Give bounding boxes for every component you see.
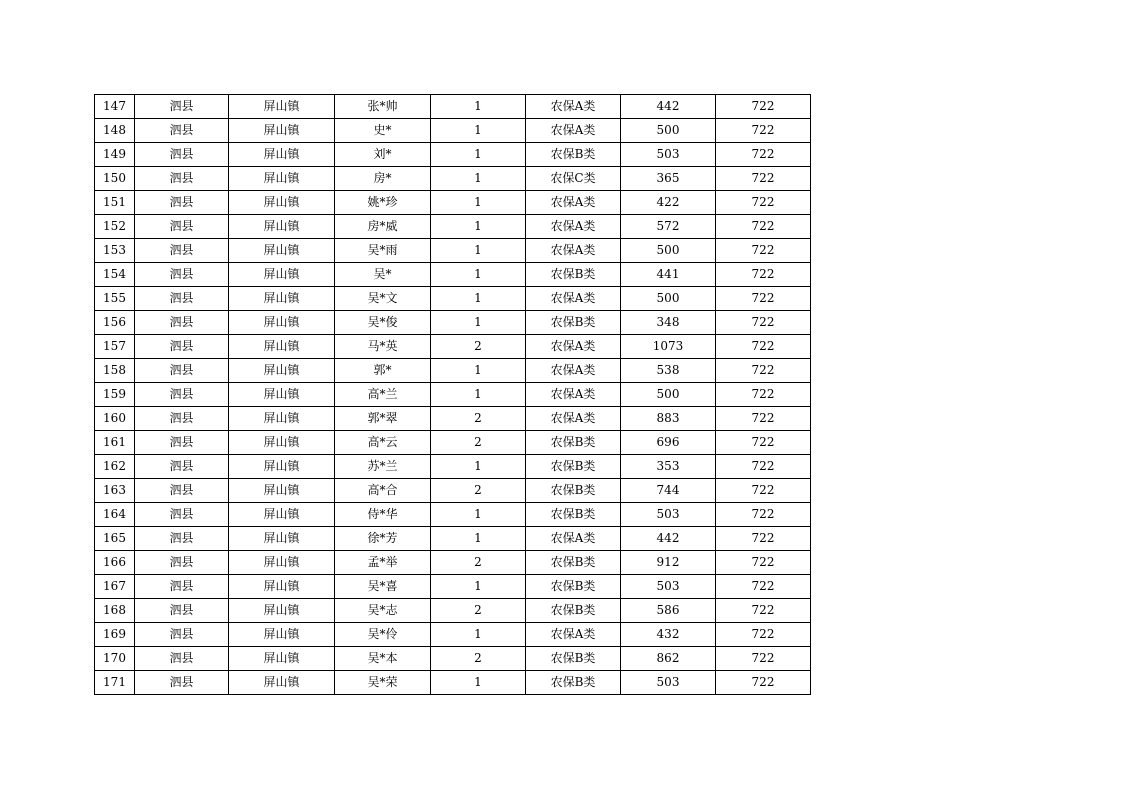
standard-cell: 722 (716, 359, 811, 383)
table-row (95, 527, 811, 551)
standard-cell: 722 (716, 647, 811, 671)
county-cell: 泗县 (135, 503, 229, 527)
insurance-type-cell: 农保C类 (526, 167, 621, 191)
row-number-cell: 154 (95, 263, 135, 287)
row-number-cell: 165 (95, 527, 135, 551)
row-number-cell: 148 (95, 119, 135, 143)
amount-cell: 500 (621, 383, 716, 407)
amount-cell: 500 (621, 287, 716, 311)
row-number-cell: 157 (95, 335, 135, 359)
county-cell: 泗县 (135, 647, 229, 671)
county-cell: 泗县 (135, 239, 229, 263)
household-size-cell: 1 (431, 575, 526, 599)
row-number-cell: 162 (95, 455, 135, 479)
row-number-cell: 156 (95, 311, 135, 335)
household-size-cell: 1 (431, 143, 526, 167)
table-row (95, 95, 811, 119)
insurance-type-cell: 农保B类 (526, 479, 621, 503)
insurance-type-cell: 农保A类 (526, 239, 621, 263)
amount-cell: 538 (621, 359, 716, 383)
name-cell: 马*英 (335, 335, 431, 359)
standard-cell: 722 (716, 671, 811, 695)
standard-cell: 722 (716, 311, 811, 335)
amount-cell: 883 (621, 407, 716, 431)
insurance-type-cell: 农保B类 (526, 599, 621, 623)
name-cell: 郭*翠 (335, 407, 431, 431)
county-cell: 泗县 (135, 455, 229, 479)
row-number-cell: 152 (95, 215, 135, 239)
amount-cell: 503 (621, 503, 716, 527)
amount-cell: 441 (621, 263, 716, 287)
table-row (95, 335, 811, 359)
standard-cell: 722 (716, 383, 811, 407)
name-cell: 吴* (335, 263, 431, 287)
table-row (95, 239, 811, 263)
household-size-cell: 2 (431, 647, 526, 671)
county-cell: 泗县 (135, 215, 229, 239)
standard-cell: 722 (716, 95, 811, 119)
name-cell: 高*云 (335, 431, 431, 455)
standard-cell: 722 (716, 119, 811, 143)
county-cell: 泗县 (135, 167, 229, 191)
name-cell: 吴*文 (335, 287, 431, 311)
town-cell: 屏山镇 (229, 143, 335, 167)
amount-cell: 572 (621, 215, 716, 239)
insurance-type-cell: 农保B类 (526, 503, 621, 527)
row-number-cell: 147 (95, 95, 135, 119)
town-cell: 屏山镇 (229, 575, 335, 599)
county-cell: 泗县 (135, 599, 229, 623)
row-number-cell: 149 (95, 143, 135, 167)
county-cell: 泗县 (135, 359, 229, 383)
county-cell: 泗县 (135, 407, 229, 431)
town-cell: 屏山镇 (229, 263, 335, 287)
table-row (95, 503, 811, 527)
amount-cell: 348 (621, 311, 716, 335)
name-cell: 吴*伶 (335, 623, 431, 647)
name-cell: 吴*雨 (335, 239, 431, 263)
county-cell: 泗县 (135, 527, 229, 551)
town-cell: 屏山镇 (229, 407, 335, 431)
insurance-type-cell: 农保A类 (526, 359, 621, 383)
insurance-type-cell: 农保B类 (526, 575, 621, 599)
household-size-cell: 2 (431, 551, 526, 575)
insurance-type-cell: 农保B类 (526, 143, 621, 167)
amount-cell: 1073 (621, 335, 716, 359)
county-cell: 泗县 (135, 311, 229, 335)
amount-cell: 500 (621, 239, 716, 263)
standard-cell: 722 (716, 191, 811, 215)
name-cell: 房*威 (335, 215, 431, 239)
table-row (95, 263, 811, 287)
insurance-type-cell: 农保B类 (526, 455, 621, 479)
name-cell: 刘* (335, 143, 431, 167)
standard-cell: 722 (716, 551, 811, 575)
table-row (95, 407, 811, 431)
table-row (95, 119, 811, 143)
name-cell: 吴*本 (335, 647, 431, 671)
insurance-type-cell: 农保A类 (526, 191, 621, 215)
row-number-cell: 158 (95, 359, 135, 383)
table-row (95, 575, 811, 599)
insurance-type-cell: 农保A类 (526, 407, 621, 431)
household-size-cell: 1 (431, 311, 526, 335)
insurance-type-cell: 农保A类 (526, 215, 621, 239)
name-cell: 高*兰 (335, 383, 431, 407)
town-cell: 屏山镇 (229, 359, 335, 383)
insurance-type-cell: 农保B类 (526, 263, 621, 287)
county-cell: 泗县 (135, 479, 229, 503)
row-number-cell: 150 (95, 167, 135, 191)
household-size-cell: 2 (431, 479, 526, 503)
table-row (95, 479, 811, 503)
town-cell: 屏山镇 (229, 95, 335, 119)
amount-cell: 353 (621, 455, 716, 479)
town-cell: 屏山镇 (229, 383, 335, 407)
row-number-cell: 155 (95, 287, 135, 311)
standard-cell: 722 (716, 407, 811, 431)
county-cell: 泗县 (135, 263, 229, 287)
table-row (95, 287, 811, 311)
name-cell: 郭* (335, 359, 431, 383)
household-size-cell: 1 (431, 95, 526, 119)
row-number-cell: 160 (95, 407, 135, 431)
table-row (95, 167, 811, 191)
row-number-cell: 170 (95, 647, 135, 671)
table-row (95, 431, 811, 455)
household-size-cell: 1 (431, 167, 526, 191)
insurance-type-cell: 农保B类 (526, 431, 621, 455)
name-cell: 姚*珍 (335, 191, 431, 215)
amount-cell: 696 (621, 431, 716, 455)
row-number-cell: 163 (95, 479, 135, 503)
town-cell: 屏山镇 (229, 455, 335, 479)
row-number-cell: 169 (95, 623, 135, 647)
household-size-cell: 1 (431, 671, 526, 695)
name-cell: 徐*芳 (335, 527, 431, 551)
county-cell: 泗县 (135, 551, 229, 575)
household-size-cell: 2 (431, 599, 526, 623)
table-row (95, 671, 811, 695)
town-cell: 屏山镇 (229, 479, 335, 503)
name-cell: 高*合 (335, 479, 431, 503)
table-row (95, 311, 811, 335)
amount-cell: 432 (621, 623, 716, 647)
standard-cell: 722 (716, 167, 811, 191)
insurance-type-cell: 农保B类 (526, 647, 621, 671)
table-row (95, 647, 811, 671)
row-number-cell: 164 (95, 503, 135, 527)
name-cell: 孟*举 (335, 551, 431, 575)
county-cell: 泗县 (135, 383, 229, 407)
name-cell: 侍*华 (335, 503, 431, 527)
table-row (95, 551, 811, 575)
name-cell: 张*帅 (335, 95, 431, 119)
county-cell: 泗县 (135, 335, 229, 359)
standard-cell: 722 (716, 431, 811, 455)
town-cell: 屏山镇 (229, 287, 335, 311)
table-row (95, 359, 811, 383)
insurance-type-cell: 农保B类 (526, 671, 621, 695)
standard-cell: 722 (716, 287, 811, 311)
amount-cell: 862 (621, 647, 716, 671)
town-cell: 屏山镇 (229, 431, 335, 455)
standard-cell: 722 (716, 263, 811, 287)
name-cell: 房* (335, 167, 431, 191)
amount-cell: 442 (621, 95, 716, 119)
county-cell: 泗县 (135, 575, 229, 599)
insurance-type-cell: 农保B类 (526, 551, 621, 575)
name-cell: 吴*喜 (335, 575, 431, 599)
insurance-type-cell: 农保A类 (526, 623, 621, 647)
row-number-cell: 167 (95, 575, 135, 599)
standard-cell: 722 (716, 215, 811, 239)
household-size-cell: 1 (431, 455, 526, 479)
town-cell: 屏山镇 (229, 647, 335, 671)
standard-cell: 722 (716, 623, 811, 647)
name-cell: 史* (335, 119, 431, 143)
standard-cell: 722 (716, 143, 811, 167)
row-number-cell: 166 (95, 551, 135, 575)
row-number-cell: 153 (95, 239, 135, 263)
amount-cell: 503 (621, 143, 716, 167)
county-cell: 泗县 (135, 671, 229, 695)
table-row (95, 383, 811, 407)
standard-cell: 722 (716, 335, 811, 359)
insurance-type-cell: 农保A类 (526, 119, 621, 143)
household-size-cell: 1 (431, 527, 526, 551)
household-size-cell: 1 (431, 263, 526, 287)
table-row (95, 215, 811, 239)
name-cell: 苏*兰 (335, 455, 431, 479)
county-cell: 泗县 (135, 143, 229, 167)
town-cell: 屏山镇 (229, 191, 335, 215)
county-cell: 泗县 (135, 431, 229, 455)
amount-cell: 500 (621, 119, 716, 143)
town-cell: 屏山镇 (229, 311, 335, 335)
amount-cell: 586 (621, 599, 716, 623)
household-size-cell: 2 (431, 431, 526, 455)
name-cell: 吴*荣 (335, 671, 431, 695)
amount-cell: 912 (621, 551, 716, 575)
household-size-cell: 1 (431, 623, 526, 647)
household-size-cell: 1 (431, 359, 526, 383)
data-table (94, 94, 811, 695)
standard-cell: 722 (716, 239, 811, 263)
town-cell: 屏山镇 (229, 503, 335, 527)
name-cell: 吴*俊 (335, 311, 431, 335)
town-cell: 屏山镇 (229, 239, 335, 263)
town-cell: 屏山镇 (229, 335, 335, 359)
household-size-cell: 1 (431, 503, 526, 527)
row-number-cell: 168 (95, 599, 135, 623)
name-cell: 吴*志 (335, 599, 431, 623)
town-cell: 屏山镇 (229, 167, 335, 191)
town-cell: 屏山镇 (229, 527, 335, 551)
amount-cell: 744 (621, 479, 716, 503)
town-cell: 屏山镇 (229, 551, 335, 575)
amount-cell: 503 (621, 671, 716, 695)
household-size-cell: 1 (431, 383, 526, 407)
household-size-cell: 1 (431, 119, 526, 143)
amount-cell: 442 (621, 527, 716, 551)
standard-cell: 722 (716, 575, 811, 599)
town-cell: 屏山镇 (229, 215, 335, 239)
standard-cell: 722 (716, 599, 811, 623)
amount-cell: 422 (621, 191, 716, 215)
insurance-type-cell: 农保B类 (526, 311, 621, 335)
insurance-type-cell: 农保A类 (526, 527, 621, 551)
table-row (95, 455, 811, 479)
insurance-type-cell: 农保A类 (526, 335, 621, 359)
county-cell: 泗县 (135, 191, 229, 215)
insurance-type-cell: 农保A类 (526, 287, 621, 311)
standard-cell: 722 (716, 479, 811, 503)
household-size-cell: 1 (431, 215, 526, 239)
county-cell: 泗县 (135, 287, 229, 311)
table-row (95, 599, 811, 623)
household-size-cell: 1 (431, 191, 526, 215)
household-size-cell: 2 (431, 335, 526, 359)
town-cell: 屏山镇 (229, 599, 335, 623)
table-body (95, 95, 811, 695)
table-row (95, 191, 811, 215)
county-cell: 泗县 (135, 119, 229, 143)
county-cell: 泗县 (135, 623, 229, 647)
town-cell: 屏山镇 (229, 119, 335, 143)
row-number-cell: 161 (95, 431, 135, 455)
row-number-cell: 171 (95, 671, 135, 695)
table-row (95, 623, 811, 647)
row-number-cell: 159 (95, 383, 135, 407)
town-cell: 屏山镇 (229, 671, 335, 695)
insurance-type-cell: 农保A类 (526, 95, 621, 119)
household-size-cell: 1 (431, 287, 526, 311)
amount-cell: 503 (621, 575, 716, 599)
county-cell: 泗县 (135, 95, 229, 119)
town-cell: 屏山镇 (229, 623, 335, 647)
household-size-cell: 2 (431, 407, 526, 431)
standard-cell: 722 (716, 527, 811, 551)
row-number-cell: 151 (95, 191, 135, 215)
table-row (95, 143, 811, 167)
insurance-type-cell: 农保A类 (526, 383, 621, 407)
household-size-cell: 1 (431, 239, 526, 263)
standard-cell: 722 (716, 503, 811, 527)
amount-cell: 365 (621, 167, 716, 191)
standard-cell: 722 (716, 455, 811, 479)
